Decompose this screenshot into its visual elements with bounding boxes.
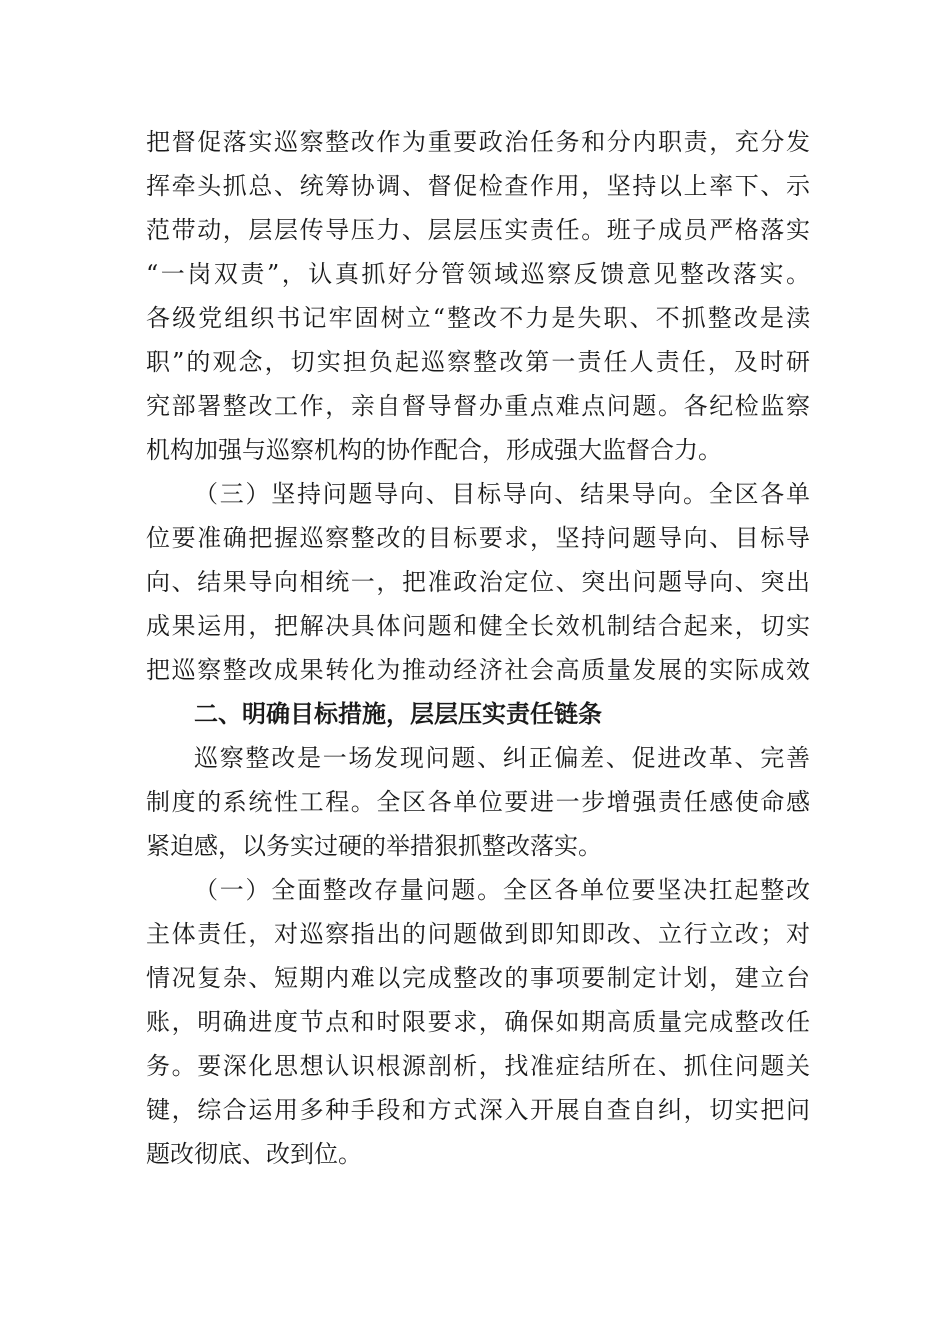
paragraph-3 <box>146 736 810 868</box>
paragraph-2 <box>146 472 810 692</box>
text-line: 主体责任，对巡察指出的问题做到即知即改、立行立改；对 <box>146 920 810 948</box>
text-line: 巡察整改是一场发现问题、纠正偏差、促进改革、完善 <box>194 744 810 772</box>
text-line: 各级党组织书记牢固树立“整改不力是失职、不抓整改是渎 <box>146 304 810 332</box>
text-line: 挥牵头抓总、统筹协调、督促检查作用，坚持以上率下、示 <box>146 172 810 200</box>
text-line: （一）全面整改存量问题。全区各单位要坚决扛起整改 <box>194 876 810 904</box>
text-line: 位要准确把握巡察整改的目标要求，坚持问题导向、目标导 <box>146 524 810 552</box>
text-line: 范带动，层层传导压力、层层压实责任。班子成员严格落实 <box>146 216 810 244</box>
text-line: 究部署整改工作，亲自督导督办重点难点问题。各纪检监察 <box>146 392 810 420</box>
text-line: 向、结果导向相统一，把准政治定位、突出问题导向、突出 <box>146 568 810 596</box>
paragraph-1 <box>146 120 810 472</box>
text-line: 账，明确进度节点和时限要求，确保如期高质量完成整改任 <box>146 1008 810 1036</box>
text-line: 题改彻底、改到位。 <box>146 1140 362 1168</box>
paragraph-4 <box>146 868 810 1176</box>
section-heading <box>146 692 810 736</box>
text-line: 制度的系统性工程。全区各单位要进一步增强责任感使命感 <box>146 788 810 816</box>
document-page <box>146 120 810 1176</box>
text-line: 把督促落实巡察整改作为重要政治任务和分内职责，充分发 <box>146 128 810 156</box>
text-line: 务。要深化思想认识根源剖析，找准症结所在、抓住问题关 <box>146 1052 810 1080</box>
text-line: 职”的观念，切实担负起巡察整改第一责任人责任，及时研 <box>146 348 810 376</box>
text-line: 情况复杂、短期内难以完成整改的事项要制定计划，建立台 <box>146 964 810 992</box>
text-line: 键，综合运用多种手段和方式深入开展自查自纠，切实把问 <box>146 1096 810 1124</box>
heading-text: 二、明确目标措施，层层压实责任链条 <box>194 700 602 728</box>
text-line: “一岗双责”，认真抓好分管领域巡察反馈意见整改落实。 <box>146 260 810 288</box>
text-line: 把巡察整改成果转化为推动经济社会高质量发展的实际成效 <box>146 656 810 684</box>
text-line: （三）坚持问题导向、目标导向、结果导向。全区各单 <box>194 480 810 508</box>
text-line: 紧迫感，以务实过硬的举措狠抓整改落实。 <box>146 832 602 860</box>
text-line: 机构加强与巡察机构的协作配合，形成强大监督合力。 <box>146 436 722 464</box>
text-line: 成果运用，把解决具体问题和健全长效机制结合起来，切实 <box>146 612 810 640</box>
